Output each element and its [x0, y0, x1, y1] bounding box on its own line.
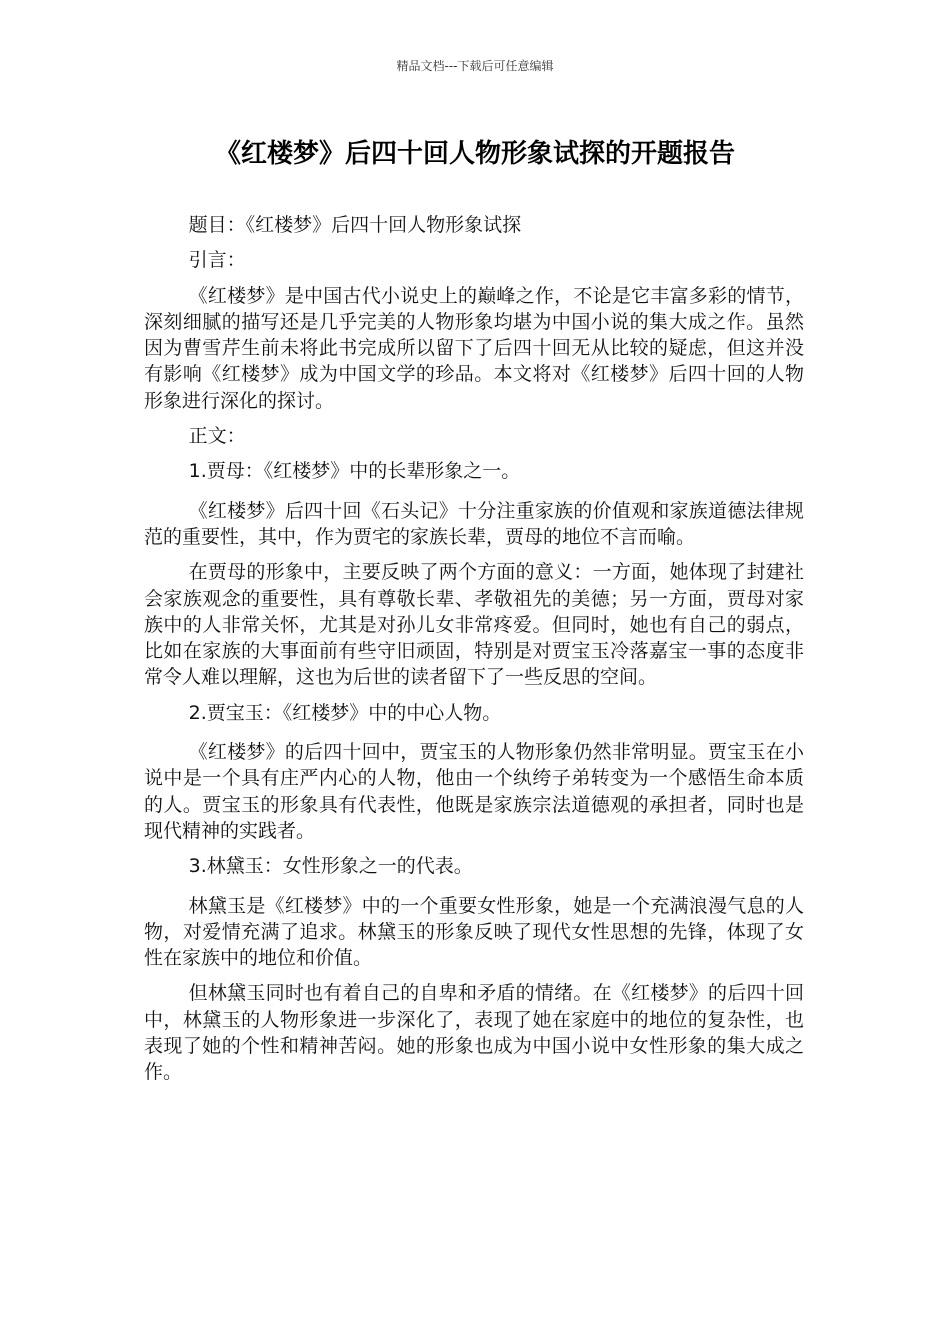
section-paragraph: 《红楼梦》后四十回《石头记》十分注重家族的价值观和家族道德法律规范的重要性，其中，作为贾宅的家族长辈，贾母的地位不言而喻。 [144, 499, 804, 548]
section-heading-jiabaoyu: 2.贾宝玉：《红楼梦》中的中心人物。 [188, 701, 502, 724]
section-heading-jiamu: 1.贾母：《红楼梦》中的长辈形象之一。 [188, 460, 521, 483]
section-paragraph: 在贾母的形象中，主要反映了两个方面的意义：一方面，她体现了封建社会家族观念的重要性，具有尊敬长辈、孝敬祖先的美德；另一方面，贾母对家族中的人非常关怀，尤其是对孙儿女非常疼爱。但同时，她也有自己的弱点，比如在家族的大事面前有些守旧顽固，特别是对贾宝玉冷落嘉宝一事的态度非常令人难以理解，这也为后世的读者留下了一些反思的空间。 [144, 561, 804, 689]
header-note: 精品文档---下载后可任意编辑 [396, 59, 554, 73]
section-paragraph: 《红楼梦》的后四十回中，贾宝玉的人物形象仍然非常明显。贾宝玉在小说中是一个具有庄严内心的人物，他由一个纨绔子弟转变为一个感悟生命本质的人。贾宝玉的形象具有代表性，他既是家族宗法道德观的承担者，同时也是现代精神的实践者。 [144, 741, 804, 842]
document-body [144, 212, 804, 1095]
document-title: 《红楼梦》后四十回人物形象试探的开题报告 [214, 139, 735, 169]
topic-line: 题目：《红楼梦》后四十回人物形象试探 [188, 214, 522, 236]
intro-paragraph: 《红楼梦》是中国古代小说史上的巅峰之作，不论是它丰富多彩的情节，深刻细腻的描写还是几乎完美的人物形象均堪为中国小说的集大成之作。虽然因为曹雪芹生前未将此书完成所以留下了后四十回无从比较的疑虑，但这并没有影响《红楼梦》成为中国文学的珍品。本文将对《红楼梦》后四十回的人物形象进行深化的探讨。 [144, 284, 804, 412]
section-paragraph: 但林黛玉同时也有着自己的自卑和矛盾的情绪。在《红楼梦》的后四十回中，林黛玉的人物形象进一步深化了，表现了她在家庭中的地位的复杂性，也表现了她的个性和精神苦闷。她的形象也成为中国小说中女性形象的集大成之作。 [144, 982, 804, 1084]
intro-label: 引言： [188, 249, 246, 272]
section-heading-lindaiyu: 3.林黛玉：女性形象之一的代表。 [188, 855, 473, 878]
body-label: 正文： [188, 425, 246, 448]
section-paragraph: 林黛玉是《红楼梦》中的一个重要女性形象，她是一个充满浪漫气息的人物，对爱情充满了追求。林黛玉的形象反映了现代女性思想的先锋，体现了女性在家族中的地位和价值。 [144, 894, 804, 970]
